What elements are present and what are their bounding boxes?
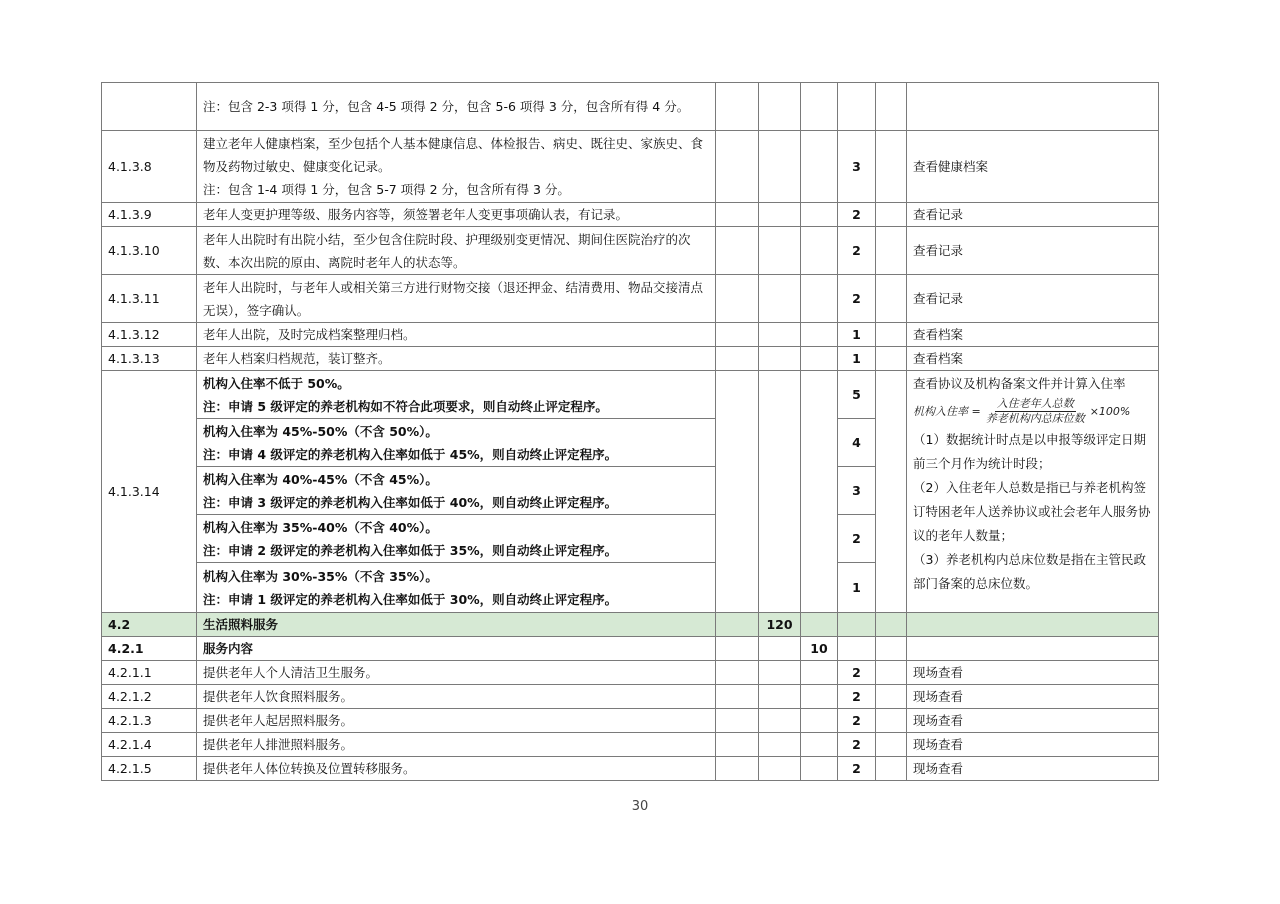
item-text: 注：包含 2-3 项得 1 分，包含 4-5 项得 2 分，包含 5-6 项得 3 分，包含所有得 4 分。	[197, 83, 716, 131]
method-title: 查看协议及机构备案文件并计算入住率	[913, 376, 1126, 391]
occupancy-formula: 机构入住率 = $\frac{\text{入住老年人总数}}{\text{养老机构内总床位数}}$ ×100%	[913, 397, 1131, 425]
item-code: 4.1.3.13	[102, 347, 197, 371]
item-method: 查看记录	[907, 227, 1159, 275]
item-score: 2	[838, 709, 876, 733]
table-row	[102, 203, 1159, 227]
item-method: 现场查看	[907, 733, 1159, 757]
item-score: 2	[838, 685, 876, 709]
item-score: 3	[838, 131, 876, 203]
occupancy-level: 机构入住率为 45%-50%（不含 50%）。 注：申请 4 级评定的养老机构入住率如低于 45%，则自动终止评定程序。	[197, 419, 716, 467]
table-row	[102, 733, 1159, 757]
occupancy-level: 机构入住率不低于 50%。 注：申请 5 级评定的养老机构如不符合此项要求，则自动终止评定程序。	[197, 371, 716, 419]
item-score: 2	[838, 661, 876, 685]
item-method: 现场查看	[907, 709, 1159, 733]
item-text: 提供老年人饮食照料服务。	[197, 685, 716, 709]
item-score: 1	[838, 563, 876, 613]
item-code: 4.2.1.3	[102, 709, 197, 733]
item-method: 查看档案	[907, 323, 1159, 347]
item-text: 提供老年人起居照料服务。	[197, 709, 716, 733]
table-row	[102, 227, 1159, 275]
item-method: 查看健康档案	[907, 131, 1159, 203]
section-code: 4.2	[102, 613, 197, 637]
section-points: 120	[759, 613, 801, 637]
occupancy-method	[907, 371, 1159, 613]
item-score: 2	[838, 203, 876, 227]
item-text: 老年人出院时有出院小结，至少包含住院时段、护理级别变更情况、期间住医院治疗的次数、本次出院的原由、离院时老年人的状态等。	[197, 227, 716, 275]
method-note: （2）入住老年人总数是指已与养老机构签订特困老年人送养协议或社会老年人服务协议的老年人数量；	[913, 480, 1151, 543]
item-score: 5	[838, 371, 876, 419]
section-row	[102, 613, 1159, 637]
item-code: 4.1.3.8	[102, 131, 197, 203]
item-code: 4.1.3.10	[102, 227, 197, 275]
subsection-row	[102, 637, 1159, 661]
item-text: 老年人档案归档规范，装订整齐。	[197, 347, 716, 371]
subsection-code: 4.2.1	[102, 637, 197, 661]
item-code: 4.2.1.1	[102, 661, 197, 685]
item-method: 现场查看	[907, 685, 1159, 709]
item-method: 查看记录	[907, 275, 1159, 323]
item-score: 2	[838, 515, 876, 563]
table-row	[102, 709, 1159, 733]
table-row	[102, 83, 1159, 131]
item-code: 4.1.3.9	[102, 203, 197, 227]
item-method: 查看档案	[907, 347, 1159, 371]
item-score: 3	[838, 467, 876, 515]
occupancy-level: 机构入住率为 35%-40%（不含 40%）。 注：申请 2 级评定的养老机构入住率如低于 35%，则自动终止评定程序。	[197, 515, 716, 563]
item-code: 4.1.3.14	[102, 371, 197, 613]
item-method: 查看记录	[907, 203, 1159, 227]
table-row	[102, 275, 1159, 323]
table-row	[102, 131, 1159, 203]
occupancy-level: 机构入住率为 40%-45%（不含 45%）。 注：申请 3 级评定的养老机构入住率如低于 40%，则自动终止评定程序。	[197, 467, 716, 515]
item-code: 4.2.1.2	[102, 685, 197, 709]
table-row	[102, 661, 1159, 685]
item-text: 老年人变更护理等级、服务内容等，须签署老年人变更事项确认表，有记录。	[197, 203, 716, 227]
item-score: 1	[838, 347, 876, 371]
method-note: （1）数据统计时点是以申报等级评定日期前三个月作为统计时段；	[913, 432, 1146, 471]
table-row	[102, 685, 1159, 709]
standards-table	[101, 82, 1159, 781]
item-text: 提供老年人个人清洁卫生服务。	[197, 661, 716, 685]
table-row	[102, 323, 1159, 347]
item-code	[102, 83, 197, 131]
item-score: 2	[838, 275, 876, 323]
item-code: 4.2.1.4	[102, 733, 197, 757]
item-score: 4	[838, 419, 876, 467]
item-code: 4.1.3.12	[102, 323, 197, 347]
item-text: 提供老年人排泄照料服务。	[197, 733, 716, 757]
method-note: （3）养老机构内总床位数是指在主管民政部门备案的总床位数。	[913, 552, 1146, 591]
item-text: 老年人出院时，与老年人或相关第三方进行财物交接（退还押金、结清费用、物品交接清点无误），签字确认。	[197, 275, 716, 323]
item-method: 现场查看	[907, 661, 1159, 685]
item-code: 4.1.3.11	[102, 275, 197, 323]
item-text: 提供老年人体位转换及位置转移服务。	[197, 757, 716, 781]
item-text: 老年人出院，及时完成档案整理归档。	[197, 323, 716, 347]
table-row	[102, 371, 1159, 419]
item-method: 现场查看	[907, 757, 1159, 781]
item-score: 2	[838, 757, 876, 781]
item-text: 建立老年人健康档案，至少包括个人基本健康信息、体检报告、病史、既往史、家族史、食物及药物过敏史、健康变化记录。 注：包含 1-4 项得 1 分，包含 5-7 项得 2 分，包含所有得 3 分。	[197, 131, 716, 203]
item-score: 2	[838, 733, 876, 757]
section-title: 生活照料服务	[197, 613, 716, 637]
occupancy-level: 机构入住率为 30%-35%（不含 35%）。 注：申请 1 级评定的养老机构入住率如低于 30%，则自动终止评定程序。	[197, 563, 716, 613]
page-number: 30	[631, 799, 649, 814]
subsection-points: 10	[801, 637, 838, 661]
subsection-title: 服务内容	[197, 637, 716, 661]
table-row	[102, 347, 1159, 371]
item-code: 4.2.1.5	[102, 757, 197, 781]
item-score: 2	[838, 227, 876, 275]
table-row	[102, 757, 1159, 781]
item-score: 1	[838, 323, 876, 347]
